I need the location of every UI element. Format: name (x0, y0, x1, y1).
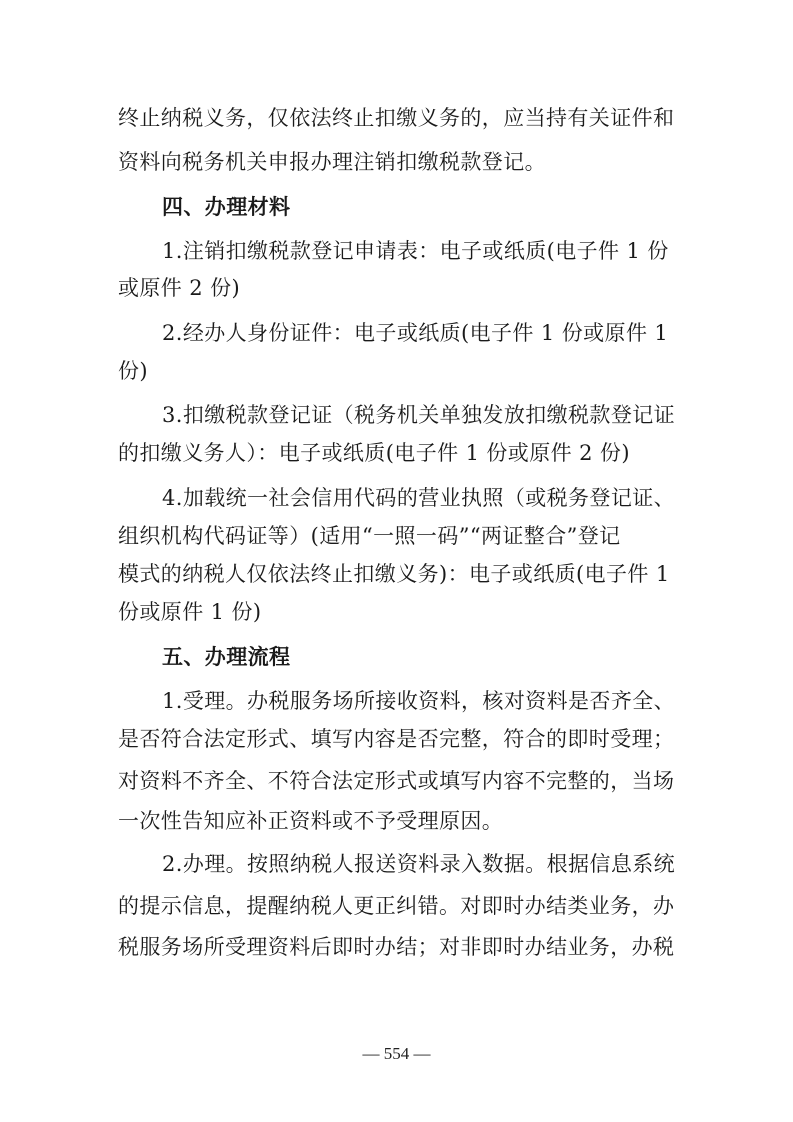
intro-line-2: 资料向税务机关申报办理注销扣缴税款登记。 (118, 150, 546, 174)
material-1-line-1: 1.注销扣缴税款登记申请表：电子或纸质(电子件 1 份 (162, 239, 669, 263)
material-3-line-2: 的扣缴义务人）：电子或纸质(电子件 1 份或原件 2 份) (118, 441, 630, 465)
material-4-line-3: 模式的纳税人仅依法终止扣缴义务)：电子或纸质(电子件 1 (118, 562, 670, 586)
process-1-line-2: 是否符合法定形式、填写内容是否完整，符合的即时受理； (118, 727, 675, 751)
material-2-line-1: 2.经办人身份证件：电子或纸质(电子件 1 份或原件 1 (162, 321, 669, 345)
material-4-line-1: 4.加载统一社会信用代码的营业执照（或税务登记证、 (162, 486, 676, 510)
section-5-heading: 五、办理流程 (162, 644, 291, 669)
process-1-line-4: 一次性告知应补正资料或不予受理原因。 (118, 809, 504, 833)
process-2-line-1: 2.办理。按照纳税人报送资料录入数据。根据信息系统 (162, 852, 676, 876)
material-4-line-4: 份或原件 1 份) (118, 600, 262, 624)
intro-line-1: 终止纳税义务，仅依法终止扣缴义务的，应当持有关证件和 (118, 106, 675, 130)
material-3-line-1: 3.扣缴税款登记证（税务机关单独发放扣缴税款登记证 (162, 403, 676, 427)
section-4-heading: 四、办理材料 (162, 194, 291, 219)
material-4-line-2: 组织机构代码证等）(适用“一照一码”“两证整合”登记 (118, 524, 621, 548)
process-2-line-2: 的提示信息，提醒纳税人更正纠错。对即时办结类业务，办 (118, 894, 675, 918)
process-2-line-3: 税服务场所受理资料后即时办结；对非即时办结业务，办税 (118, 935, 675, 959)
material-1-line-2: 或原件 2 份) (118, 276, 241, 300)
process-1-line-1: 1.受理。办税服务场所接收资料，核对资料是否齐全、 (162, 689, 676, 713)
material-2-line-2: 份) (118, 359, 148, 383)
process-1-line-3: 对资料不齐全、不符合法定形式或填写内容不完整的，当场 (118, 769, 675, 793)
page-number: — 554 — (362, 1044, 431, 1063)
